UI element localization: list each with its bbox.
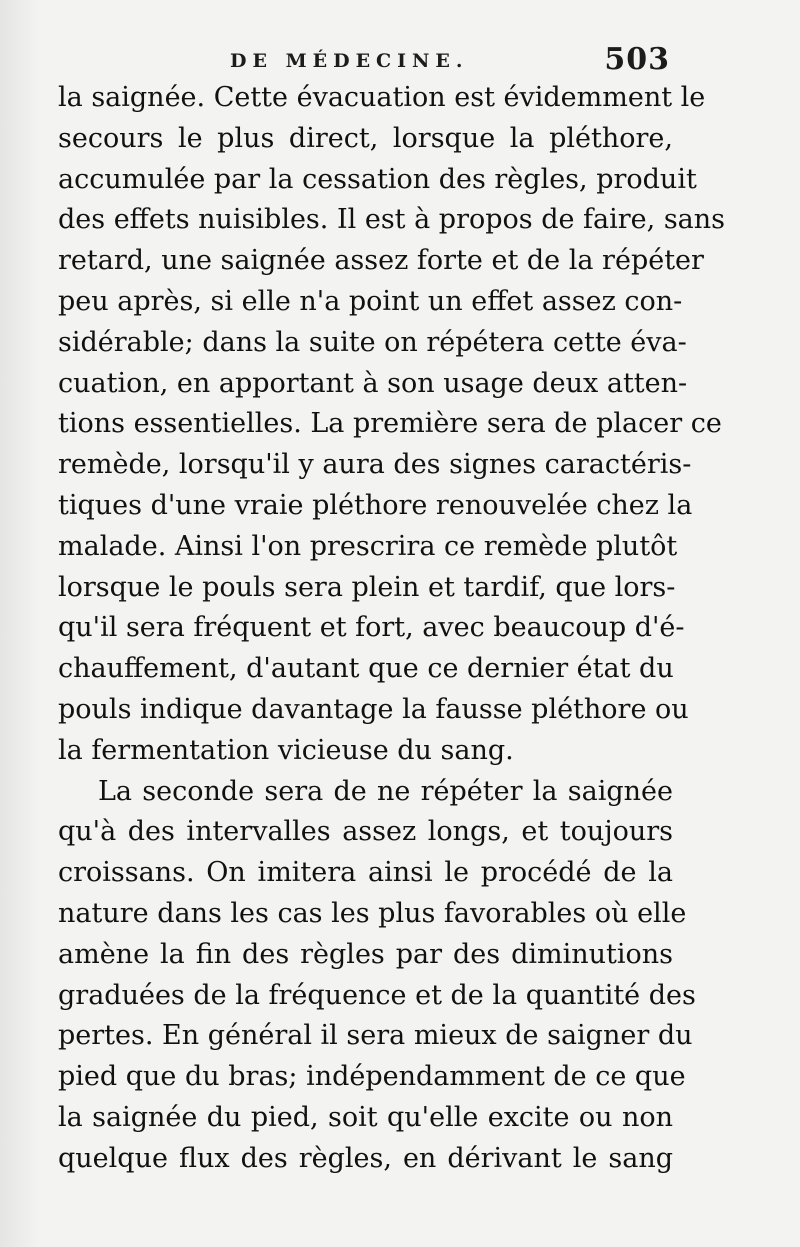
text-line: graduées de la fréquence et de la quantité des bbox=[58, 979, 696, 1011]
text-line: nature dans les cas les plus favorables où elle bbox=[58, 897, 687, 929]
text-line: La seconde sera de ne répéter la saignée bbox=[98, 775, 673, 807]
running-title: DE MÉDECINE. bbox=[230, 50, 469, 72]
text-line: des effets nuisibles. Il est à propos de faire, sans bbox=[58, 204, 726, 236]
text-line: accumulée par la cessation des règles, produit bbox=[58, 163, 697, 195]
text-line: pied que du bras; indépendamment de ce que bbox=[58, 1061, 686, 1093]
text-line: secours le plus direct, lorsque la pléthore, bbox=[58, 122, 673, 154]
text-line: remède, lorsqu'il y aura des signes caractéris- bbox=[58, 449, 692, 481]
text-line: la saignée du pied, soit qu'elle excite ou non bbox=[58, 1101, 673, 1133]
text-line: quelque flux des règles, en dérivant le sang bbox=[58, 1142, 673, 1174]
running-head bbox=[60, 42, 670, 82]
text-line: malade. Ainsi l'on prescrira ce remède plutôt bbox=[58, 530, 678, 562]
text-line: cuation, en apportant à son usage deux atten- bbox=[58, 367, 688, 399]
page-gutter-shadow bbox=[0, 0, 40, 1247]
text-line: chauffement, d'autant que ce dernier état du bbox=[58, 653, 674, 685]
text-line: sidérable; dans la suite on répétera cette éva- bbox=[58, 326, 687, 358]
text-line: croissans. On imitera ainsi le procédé de la bbox=[58, 857, 673, 889]
text-line: qu'il sera fréquent et fort, avec beaucoup d'é- bbox=[58, 612, 685, 644]
page-number: 503 bbox=[604, 42, 670, 77]
text-line: la fermentation vicieuse du sang. bbox=[58, 734, 514, 766]
text-line: tions essentielles. La première sera de placer ce bbox=[58, 408, 722, 440]
text-line: pouls indique davantage la fausse pléthore ou bbox=[58, 693, 689, 725]
body-text bbox=[58, 78, 726, 1180]
text-line: tiques d'une vraie pléthore renouvelée chez la bbox=[58, 489, 693, 521]
text-line: la saignée. Cette évacuation est évidemment le bbox=[58, 82, 706, 113]
text-line: peu après, si elle n'a point un effet assez con- bbox=[58, 285, 683, 317]
text-line: lorsque le pouls sera plein et tardif, que lors- bbox=[58, 571, 676, 603]
text-line: amène la fin des règles par des diminutions bbox=[58, 938, 673, 970]
text-line: qu'à des intervalles assez longs, et toujours bbox=[58, 816, 673, 848]
text-line: pertes. En général il sera mieux de saigner du bbox=[58, 1020, 693, 1052]
text-line: retard, une saignée assez forte et de la répéter bbox=[58, 245, 704, 277]
